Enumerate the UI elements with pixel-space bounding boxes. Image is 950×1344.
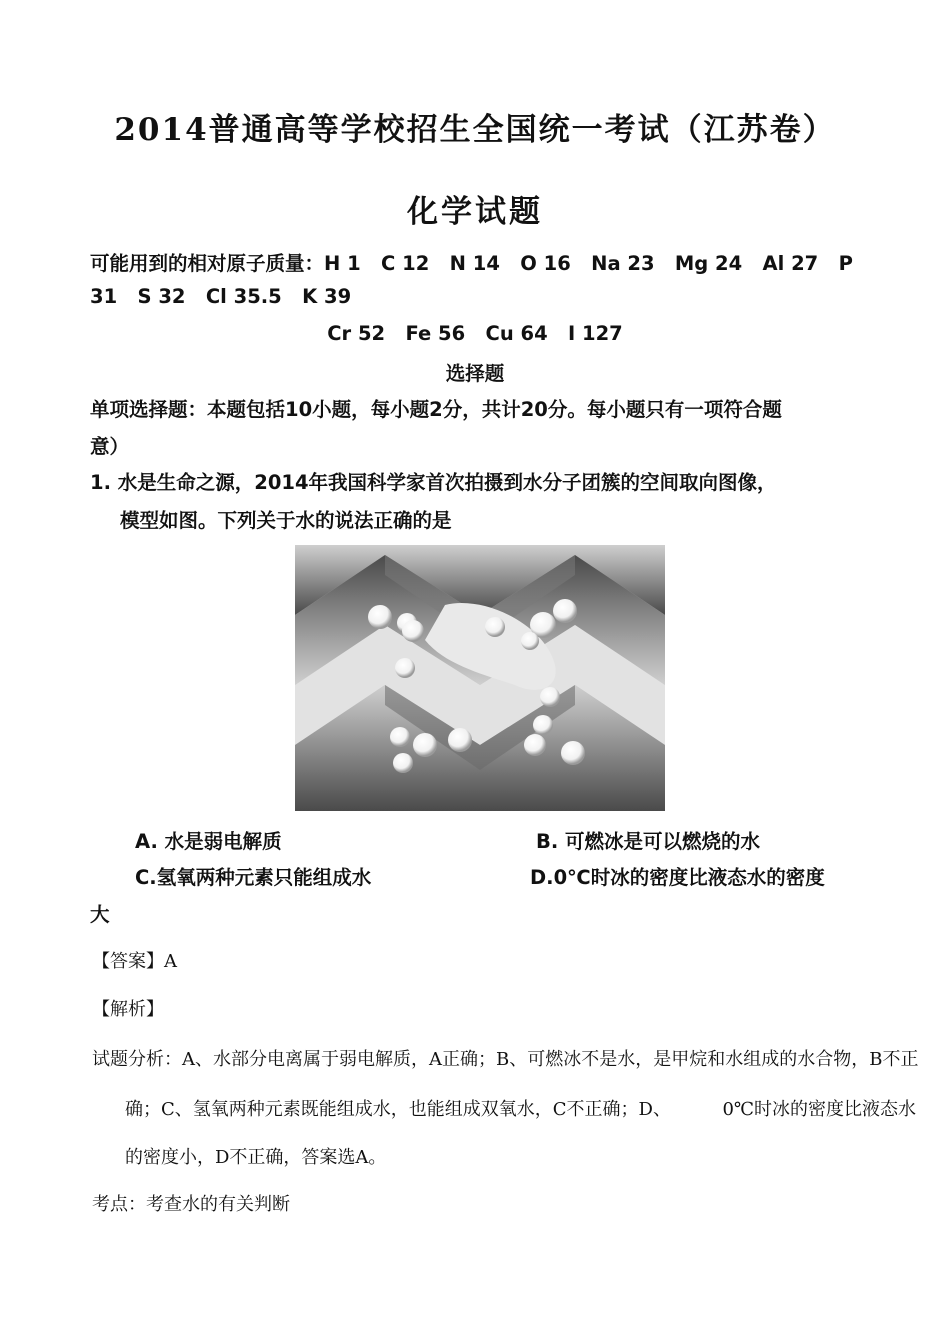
question-1-stem-line-1: 1. 水是生命之源，2014年我国科学家首次拍摄到水分子团簇的空间取向图像，: [90, 471, 777, 494]
answer-label: 【答案】A: [92, 951, 177, 972]
analysis-label: 【解析】: [92, 999, 164, 1020]
question-1-option-c: C.氢氧两种元素只能组成水: [135, 866, 372, 889]
exam-subtitle: 化学试题: [407, 194, 543, 230]
section-title: 选择题: [445, 362, 505, 385]
question-1-stem-line-2: 模型如图。下列关于水的说法正确的是: [120, 509, 452, 532]
exam-title: 2014普通高等学校招生全国统一考试（江苏卷）: [114, 112, 836, 148]
atomic-masses-line-2: 31 S 32 Cl 35.5 K 39: [90, 285, 352, 308]
question-1-option-a: A. 水是弱电解质: [135, 830, 282, 853]
analysis-line-1: 试题分析：A、水部分电离属于弱电解质，A正确；B、可燃冰不是水，是甲烷和水组成的水合物，B不正: [92, 1049, 919, 1070]
question-1-option-b: B. 可燃冰是可以燃烧的水: [536, 830, 761, 853]
analysis-line-3: 的密度小，D不正确，答案选A。: [125, 1147, 387, 1168]
atomic-masses-line-1: 可能用到的相对原子质量：H 1 C 12 N 14 O 16 Na 23 Mg 24 Al 27 P: [90, 252, 853, 275]
analysis-line-2: 确；C、氢氧两种元素既能组成水，也能组成双氧水，C不正确；D、 0℃时冰的密度比液态水: [125, 1099, 917, 1120]
question-1-option-d-continuation: 大: [90, 903, 110, 926]
knowledge-point: 考点：考查水的有关判断: [92, 1194, 290, 1215]
instruction-line-2: 意）: [90, 435, 130, 458]
instruction-line-1: 单项选择题：本题包括10小题，每小题2分，共计20分。每小题只有一项符合题: [90, 398, 782, 421]
atomic-masses-line-3: Cr 52 Fe 56 Cu 64 I 127: [327, 322, 623, 345]
water-cluster-figure: [295, 545, 665, 811]
question-1-option-d: D.0℃时冰的密度比液态水的密度: [530, 866, 825, 889]
